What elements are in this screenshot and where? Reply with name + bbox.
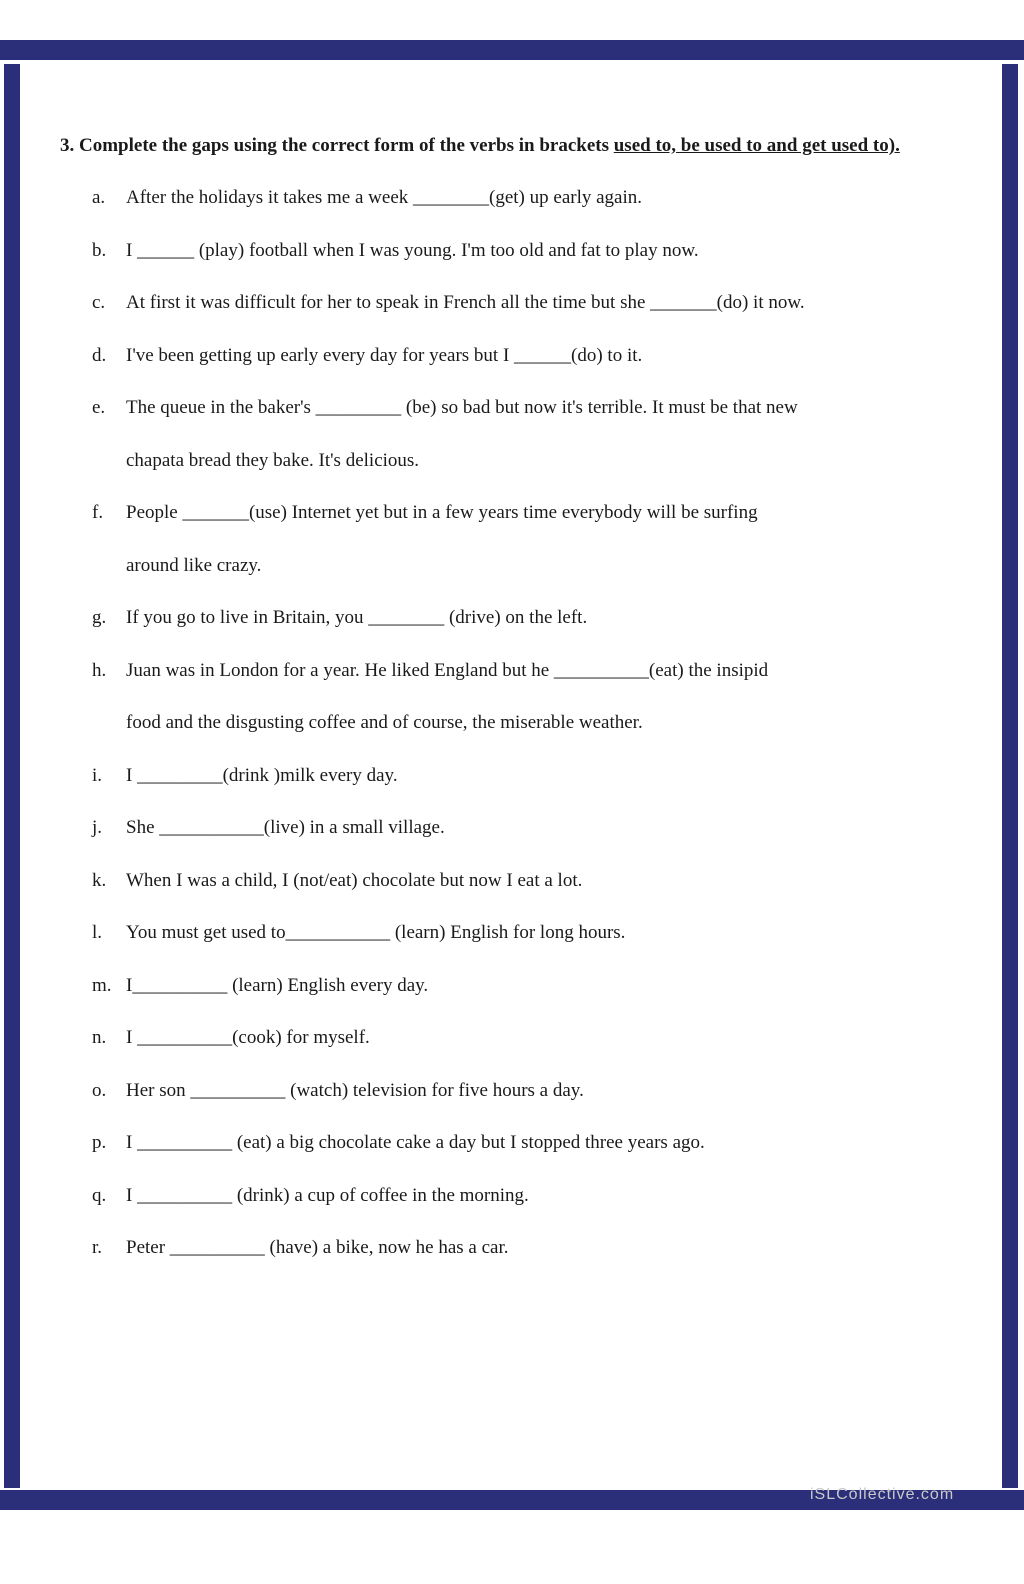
- item-letter: a.: [92, 187, 106, 208]
- exercise-item: [60, 855, 960, 908]
- item-letter: [60, 697, 126, 750]
- item-text: The queue in the baker's _________ (be) so bad but now it's terrible. It must be that new: [126, 397, 798, 418]
- exercise-item: [60, 750, 960, 803]
- decorative-border-left: [2, 64, 24, 1488]
- item-text: chapata bread they bake. It's delicious.: [126, 449, 420, 471]
- exercise-item: [60, 540, 960, 593]
- item-letter: q.: [92, 1184, 107, 1206]
- exercise-item: [60, 1117, 960, 1170]
- instruction-underlined: used to, be used to and get used to).: [613, 135, 900, 156]
- item-text: I _________(drink )milk every day.: [126, 764, 398, 786]
- watermark: iSLCollective.com: [810, 1486, 955, 1503]
- item-text: food and the disgusting coffee and of course, the miserable weather.: [126, 712, 643, 733]
- item-letter: o.: [92, 1079, 107, 1101]
- item-text: I __________(cook) for myself.: [126, 1027, 370, 1048]
- exercise-item: [60, 592, 960, 645]
- item-text: You must get used to___________ (learn) English for long hours.: [126, 922, 626, 943]
- item-text: If you go to live in Britain, you ________ (drive) on the left.: [126, 607, 588, 628]
- item-text: I__________ (learn) English every day.: [126, 974, 429, 996]
- item-letter: g.: [92, 607, 107, 628]
- item-letter: [60, 540, 126, 593]
- item-letter: p.: [92, 1132, 107, 1153]
- exercise-item: [60, 645, 960, 698]
- item-letter: b.: [92, 239, 107, 261]
- exercise-item: [60, 1170, 960, 1223]
- item-text: around like crazy.: [126, 554, 262, 576]
- item-letter: [60, 435, 126, 488]
- item-letter: f.: [92, 502, 104, 523]
- item-text: People _______(use) Internet yet but in a few years time everybody will be surfing: [126, 502, 758, 523]
- item-text: She ___________(live) in a small village.: [126, 817, 445, 838]
- item-text: Juan was in London for a year. He liked England but he __________(eat) the insipid: [126, 659, 769, 681]
- exercise-item: [60, 697, 960, 750]
- exercise-instruction: [60, 132, 960, 160]
- instruction-lead: 3. Complete the gaps using the correct form of the verbs in brackets: [60, 135, 614, 156]
- item-text: Her son __________ (watch) television for five hours a day.: [126, 1079, 584, 1101]
- item-text: At first it was difficult for her to speak in French all the time but she _______(do) it now.: [126, 292, 805, 313]
- item-letter: n.: [92, 1027, 107, 1048]
- exercise-item: [60, 802, 960, 855]
- exercise-item: [60, 172, 960, 225]
- item-text: I ______ (play) football when I was young. I'm too old and fat to play now.: [126, 239, 699, 261]
- item-letter: k.: [92, 869, 107, 891]
- decorative-border-right: [998, 64, 1022, 1488]
- item-letter: l.: [92, 922, 103, 943]
- exercise-item: [60, 487, 960, 540]
- exercise-item: [60, 1065, 960, 1118]
- worksheet-content: [60, 132, 960, 1275]
- exercise-item: [60, 1222, 960, 1275]
- item-letter: h.: [92, 659, 107, 681]
- item-letter: e.: [92, 397, 106, 418]
- exercise-item: [60, 277, 960, 330]
- item-text: I __________ (drink) a cup of coffee in the morning.: [126, 1184, 529, 1206]
- item-text: After the holidays it takes me a week ________(get) up early again.: [126, 187, 642, 208]
- item-letter: i.: [92, 764, 103, 786]
- item-letter: m.: [92, 974, 112, 996]
- exercise-item: [60, 435, 960, 488]
- item-letter: c.: [92, 292, 106, 313]
- exercise-item: [60, 960, 960, 1013]
- item-text: I __________ (eat) a big chocolate cake a day but I stopped three years ago.: [126, 1132, 705, 1153]
- item-text: When I was a child, I (not/eat) chocolate but now I eat a lot.: [126, 869, 583, 891]
- item-letter: r.: [92, 1237, 103, 1258]
- exercise-item: [60, 1012, 960, 1065]
- exercise-item: [60, 225, 960, 278]
- item-letter: j.: [92, 817, 103, 838]
- exercise-item: [60, 382, 960, 435]
- item-text: I've been getting up early every day for years but I ______(do) to it.: [126, 344, 643, 366]
- exercise-item: [60, 330, 960, 383]
- exercise-item: [60, 907, 960, 960]
- decorative-border-top: [0, 38, 1024, 64]
- exercise-list: [60, 172, 960, 1275]
- item-text: Peter __________ (have) a bike, now he has a car.: [126, 1237, 509, 1258]
- item-letter: d.: [92, 344, 107, 366]
